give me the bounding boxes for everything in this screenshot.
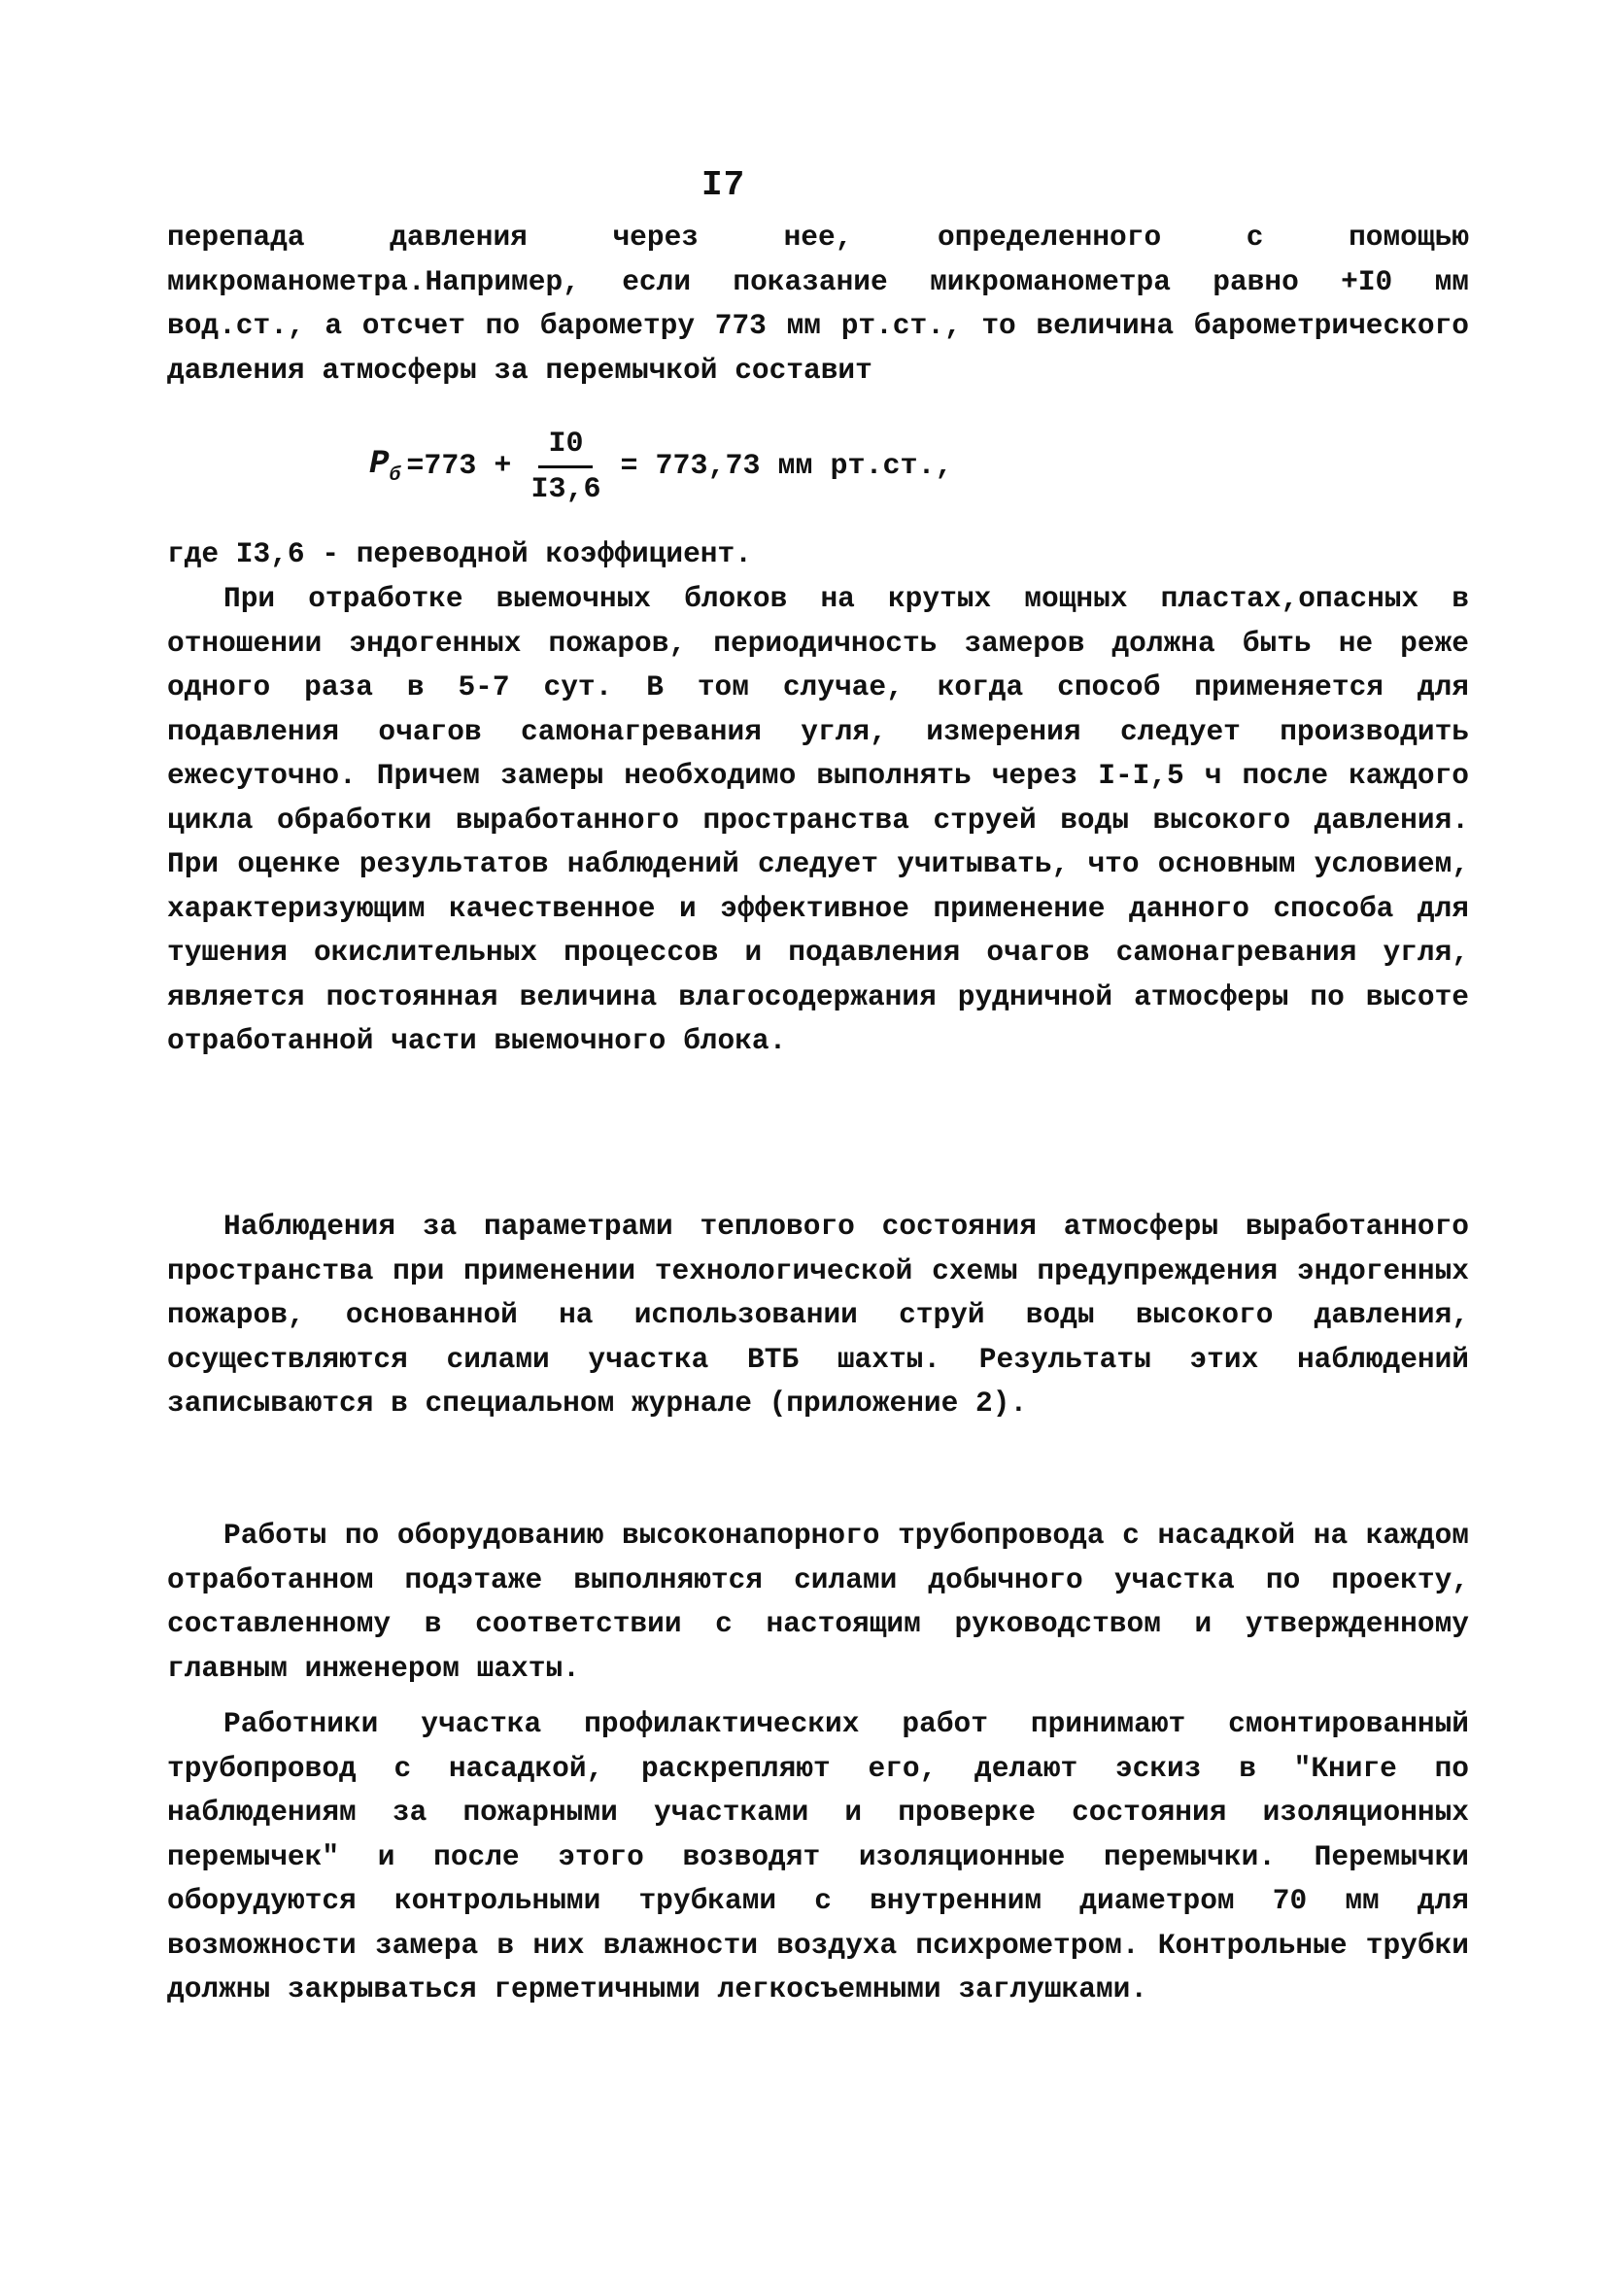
page-number: I7 [701, 165, 746, 205]
formula-note: где I3,6 - переводной коэффициент. [167, 537, 752, 570]
formula-fraction [530, 427, 600, 507]
formula-symbol-letter: P [369, 446, 390, 484]
intro-paragraph: перепада давления через нее, определенного с помощью микроманометра.Например, если показание микроманометра равно +I0 мм вод.ст., а отсчет по барометру 773 мм рт.ст., то величина барометрического давления атмосферы за перемычкой составит [167, 221, 1469, 387]
formula-symbol-subscript: б [389, 463, 401, 487]
formula-lhs: =773 + [406, 450, 512, 483]
formula-rhs: = 773,73 мм рт.ст., [620, 450, 953, 483]
formula-numerator: I0 [538, 427, 593, 468]
paragraph-periodicity: При отработке выемочных блоков на крутых мощных пластах,опасных в отношении эндогенных пожаров, периодичность замеров должна быть не реже одного раза в 5-7 сут. В том случае, когда способ применяется для подавления очагов самонагревания угля, измерения следует производить ежесуточно. Причем замеры необходимо выполнять через I-I,5 ч после каждого цикла обработки выработанного пространства струей воды высокого давления. При оценке результатов наблюдений следует учитывать, что основным условием, характеризующим качественное и эффективное применение данного способа для тушения окислительных процессов и подавления очагов самонагревания угля, является постоянная величина влагосодержания рудничной атмосферы по высоте отработанной части выемочного блока. [167, 582, 1469, 1057]
formula-denominator: I3,6 [530, 472, 601, 506]
paragraph-observations: Наблюдения за параметрами теплового состояния атмосферы выработанного пространства при применении технологической схемы предупреждения эндогенных пожаров, основанной на использовании струй воды высокого давления, осуществляются силами участка ВТБ шахты. Результаты этих наблюдений записываются в специальном журнале (приложение 2). [167, 1210, 1469, 1420]
barometric-pressure-formula [369, 418, 959, 515]
paragraph-pipeline-works: Работы по оборудованию высоконапорного трубопровода с насадкой на каждом отработанном подэтаже выполняются силами добычного участка по проекту, составленному в соответствии с настоящим руководством и утвержденному главным инженером шахты. [167, 1519, 1469, 1685]
formula-symbol [369, 446, 400, 487]
paragraph-prevention-workers: Работники участка профилактических работ принимают смонтированный трубопровод с насадкой, раскрепляют его, делают эскиз в "Книге по наблюдениям за пожарными участками и проверке состояния изоляционных перемычек" и после этого возводят изоляционные перемычки. Перемычки оборудуются контрольными трубками с внутренним диаметром 70 мм для возможности замера в них влажности воздуха психрометром. Контрольные трубки должны закрываться герметичными легкосъемными заглушками. [167, 1707, 1469, 2005]
